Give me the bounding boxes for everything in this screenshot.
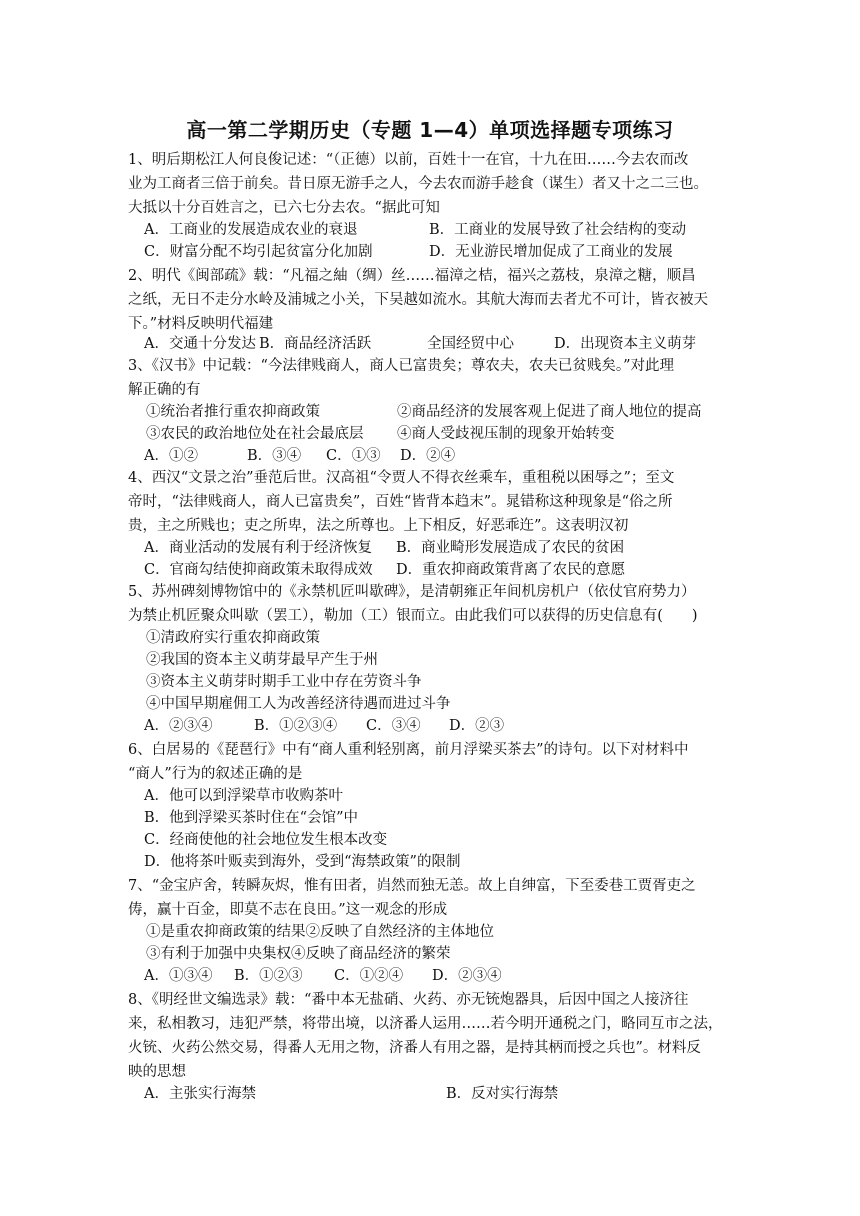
option-d: D．②③ [449,718,505,734]
option-c: C．财富分配不均引起贫富分化加剧 [144,244,373,260]
option-b: B．工商业的发展导致了社会结构的变动 [429,222,687,238]
option-a: A．商业活动的发展有利于经济恢复 [144,540,372,556]
question-7-stem-line: 7、“金宝庐舍，转瞬灰烬，惟有田者，岿然而独无恙。故上自绅富，下至委巷工贾胥吏之 [128,878,696,894]
statement-1: ①清政府实行重农抑商政策 [146,630,320,646]
option-b: B．商业畸形发展造成了农民的贫困 [396,540,625,556]
question-5-stem-line: 为禁止机匠聚众叫歇（罢工），勒加（工）银而立。由此我们可以获得的历史信息有( ) [128,608,698,624]
option-d: D．无业游民增加促成了工商业的发展 [429,244,673,260]
question-6-stem-line: 6、白居易的《琵琶行》中有“商人重利轻别离，前月浮梁买茶去”的诗句。以下对材料中 [128,742,689,758]
question-2-stem-line: 下。”材料反映明代福建 [128,316,274,332]
statement-2: ②商品经济的发展客观上促进了商人地位的提高 [397,404,702,420]
question-8-stem-line: 8、《明经世文编选录》载：“番中本无盐硝、火药、亦无铳炮器具，后因中国之人接济往 [128,992,689,1008]
statements-row: ③有利于加强中央集权④反映了商品经济的繁荣 [146,946,451,962]
question-8-stem-line: 火铳、火药公然交易，得番人无用之物，济番人有用之器，是持其柄而授之兵也”。材料反 [128,1040,701,1056]
option-a: A．主张实行海禁 [144,1086,256,1102]
option-a: A．工商业的发展造成农业的衰退 [144,222,358,238]
statement-1: ①统治者推行重农抑商政策 [146,404,320,420]
option-c: 全国经贸中心 [427,336,514,352]
option-d: D．②③④ [432,968,502,984]
question-4-stem-line: 帝时，“法律贱商人，商人已富贵矣”，百姓“皆背本趋末”。晁错称这种现象是“俗之所 [128,494,673,510]
option-c: C．①②④ [334,968,404,984]
option-a: A．交通十分发达 [144,336,256,352]
option-d: D．他将茶叶贩卖到海外，受到“海禁政策”的限制 [144,854,461,870]
option-a: A．②③④ [144,718,213,734]
option-c: C．③④ [366,718,421,734]
option-d: D．出现资本主义萌芽 [554,336,697,352]
option-c: C．经商使他的社会地位发生根本改变 [144,832,388,848]
question-2-stem-line: 之纸，无日不走分水岭及浦城之小关，下吴越如流水。其航大海而去者尤不可计，皆衣被天 [128,292,708,308]
question-5-stem-line: 5、苏州碑刻博物馆中的《永禁机匠叫歇碑》，是清朝雍正年间机房机户（依仗官府势力） [128,584,696,600]
statement-4: ④商人受歧视压制的现象开始转变 [397,426,615,442]
question-1-stem-line: 业为工商者三倍于前矣。昔日原无游手之人，今去农而游手趁食（谋生）者又十之二三也。 [128,176,708,192]
option-a: A．①③④ [144,968,213,984]
option-d: D．重农抑商政策背离了农民的意愿 [396,562,626,578]
option-b: B．反对实行海禁 [446,1086,559,1102]
question-8-stem-line: 映的思想 [128,1064,186,1080]
page-title: 高一第二学期历史（专题 1—4）单项选择题专项练习 [186,118,674,142]
option-b: B．①②③④ [254,718,338,734]
statement-4: ④中国早期雇佣工人为改善经济待遇而进过斗争 [146,696,451,712]
question-3-stem-line: 3、《汉书》中记载：“今法律贱商人，商人已富贵矣；尊农夫，农夫已贫贱矣。”对此理 [128,358,675,374]
option-d: D．②④ [400,448,456,464]
option-b: B．商品经济活跃 [259,336,372,352]
question-1-stem-line: 大抵以十分百姓言之，已六七分去农。“据此可知 [128,200,440,216]
statement-3: ③农民的政治地位处在社会最底层 [146,426,364,442]
question-2-stem-line: 2、明代《闽部疏》载：“凡福之紬（绸）丝……福漳之桔，福兴之荔枝，泉漳之糖，顺昌 [128,268,696,284]
statements-row: ①是重农抑商政策的结果②反映了自然经济的主体地位 [146,924,494,940]
option-c: C．官商勾结使抑商政策未取得成效 [144,562,373,578]
option-a: A．他可以到浮梁草市收购茶叶 [144,788,343,804]
option-b: B．他到浮梁买茶时住在“会馆”中 [144,810,358,826]
question-7-stem-line: 俦，赢十百金，即莫不志在良田。”这一观念的形成 [128,902,448,918]
statement-2: ②我国的资本主义萌芽最早产生于州 [146,652,378,668]
question-1-stem-line: 1、明后期松江人何良俊记述：“（正德）以前，百姓十一在官，十九在田……今去农而改 [128,152,689,168]
option-c: C．①③ [326,448,381,464]
question-4-stem-line: 4、西汉“文景之治”垂范后世。汉高祖“令贾人不得衣丝乘车，重租税以困辱之”；至文 [128,470,675,486]
question-3-stem-line: 解正确的有 [128,382,201,398]
question-6-stem-line: “商人”行为的叙述正确的是 [128,766,303,782]
option-a: A．①② [144,448,198,464]
option-b: B．③④ [247,448,302,464]
question-8-stem-line: 来，私相教习，违犯严禁，将带出境，以济番人运用……若今明开通税之门，略同互市之法， [128,1016,723,1032]
option-b: B．①②③ [234,968,303,984]
statement-3: ③资本主义萌芽时期手工业中存在劳资斗争 [146,674,422,690]
question-4-stem-line: 贵，主之所贱也；吏之所卑，法之所尊也。上下相反，好恶乖迕”。这表明汉初 [128,518,629,534]
